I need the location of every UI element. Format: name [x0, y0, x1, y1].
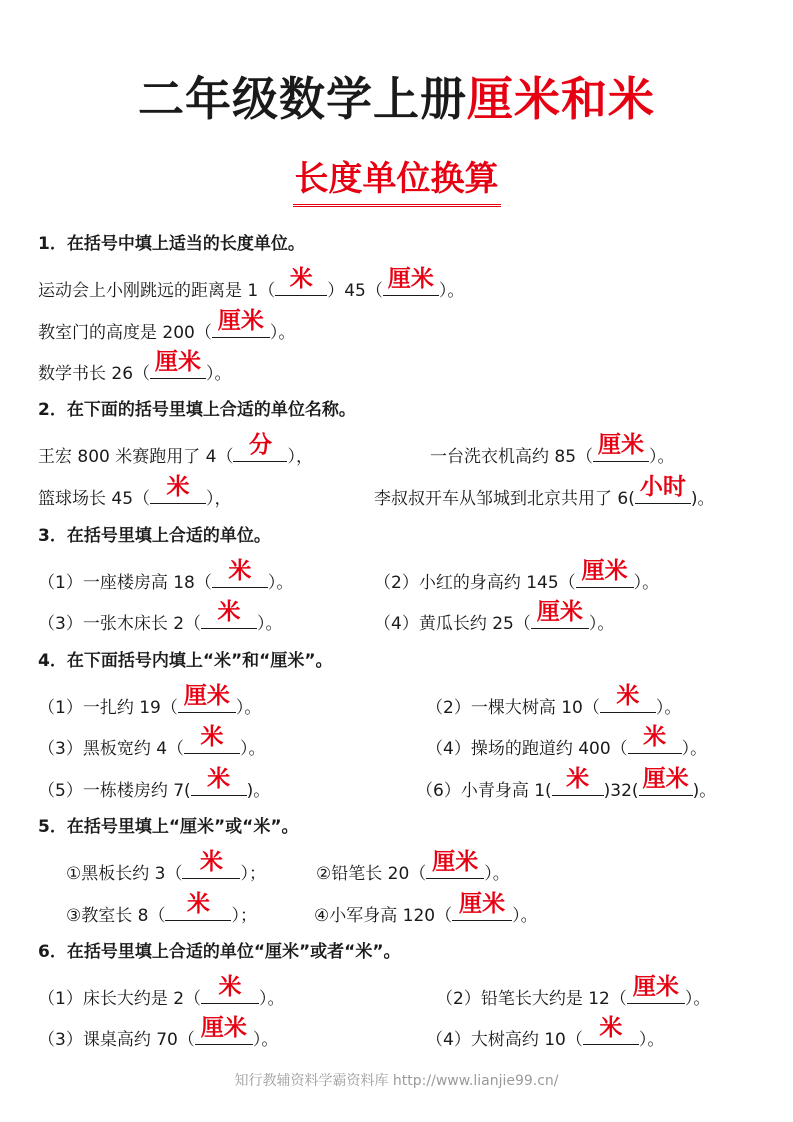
- answer-blank: 厘米: [178, 690, 236, 713]
- answer-blank: 米: [628, 731, 682, 754]
- answer-blank: 米: [275, 273, 327, 296]
- subtitle-text: 长度单位换算: [293, 158, 501, 207]
- q2-item3: 篮球场长 45（ 米 ），: [38, 474, 232, 509]
- q3-item3: （3）一张木床长 2（ 米 ）。: [38, 599, 283, 634]
- q3-item2: （2）小红的身高约 145（ 厘米 ）。: [374, 558, 660, 593]
- answer-blank: 米: [552, 773, 604, 796]
- q4-item4: （4）操场的跑道约 400（ 米 ）。: [426, 724, 708, 759]
- q4-item3: （3）黑板宽约 4（ 米 ）。: [38, 724, 266, 759]
- q1-item3: 数学书长 26（ 厘米 ）。: [38, 349, 232, 384]
- answer-blank: 分: [233, 439, 287, 462]
- answer-blank: 厘米: [452, 898, 512, 921]
- q2-item2: 一台洗衣机高约 85（ 厘米 ）。: [430, 432, 675, 467]
- title-red: 厘米和米: [467, 72, 655, 126]
- answer-blank: 厘米: [383, 273, 439, 296]
- q1-heading: 1．在括号中填上适当的长度单位。: [38, 234, 305, 254]
- answer-blank: 小时: [635, 481, 691, 504]
- answer-blank: 米: [201, 981, 259, 1004]
- answer-blank: 米: [600, 690, 656, 713]
- q4-item1: （1）一扎约 19（ 厘米 ）。: [38, 683, 262, 718]
- q1-item1: 运动会上小刚跳远的距离是 1（ 米 ）45（ 厘米 ）。: [38, 266, 465, 301]
- q5-heading: 5．在括号里填上“厘米”或“米”。: [38, 817, 299, 837]
- page-subtitle: [0, 158, 793, 207]
- page-title: [0, 72, 793, 127]
- answer-blank: 米: [182, 856, 240, 879]
- answer-blank: 米: [583, 1022, 639, 1045]
- answer-blank: 米: [184, 731, 240, 754]
- answer-blank: 米: [191, 773, 247, 796]
- q1-item2: 教室门的高度是 200（ 厘米 ）。: [38, 308, 296, 343]
- answer-blank: 米: [165, 898, 231, 921]
- q6-item4: （4）大树高约 10（ 米 ）。: [426, 1015, 665, 1050]
- answer-blank: 厘米: [593, 439, 649, 462]
- answer-blank: 厘米: [150, 356, 206, 379]
- answer-blank: 米: [201, 606, 257, 629]
- q4-item6: （6）小青身高 1( 米 )32( 厘米 )。: [416, 766, 717, 801]
- title-black: 二年级数学上册: [138, 72, 467, 126]
- q6-item2: （2）铅笔长大约是 12（ 厘米 ）。: [436, 974, 711, 1009]
- q6-item1: （1）床长大约是 2（ 米 ）。: [38, 974, 285, 1009]
- footer-source: 知行教辅资料学霸资料库 http://www.lianjie99.cn/: [234, 1073, 559, 1089]
- q3-item4: （4）黄瓜长约 25（ 厘米 ）。: [374, 599, 615, 634]
- q2-heading: 2．在下面的括号里填上合适的单位名称。: [38, 400, 356, 420]
- answer-blank: 厘米: [531, 606, 589, 629]
- q2-item4: 李叔叔开车从邹城到北京共用了 6( 小时 )。: [374, 474, 715, 509]
- q6-item3: （3）课桌高约 70（ 厘米 ）。: [38, 1015, 279, 1050]
- answer-blank: 厘米: [195, 1022, 253, 1045]
- answer-blank: 米: [150, 481, 206, 504]
- answer-blank: 厘米: [627, 981, 685, 1004]
- answer-blank: 厘米: [426, 856, 484, 879]
- q5-item1: ①黑板长约 3（ 米 ）；: [66, 849, 266, 884]
- q4-heading: 4．在下面括号内填上“米”和“厘米”。: [38, 651, 333, 671]
- q6-heading: 6．在括号里填上合适的单位“厘米”或者“米”。: [38, 942, 401, 962]
- q3-heading: 3．在括号里填上合适的单位。: [38, 526, 271, 546]
- q5-item3: ③教室长 8（ 米 ）；: [66, 891, 257, 926]
- q4-item5: （5）一栋楼房约 7( 米 )。: [38, 766, 271, 801]
- answer-blank: 厘米: [212, 315, 270, 338]
- q2-item1: 王宏 800 米赛跑用了 4（ 分 ），: [38, 432, 313, 467]
- answer-blank: 厘米: [576, 565, 634, 588]
- answer-blank: 米: [212, 565, 268, 588]
- q3-item1: （1）一座楼房高 18（ 米 ）。: [38, 558, 294, 593]
- answer-blank: 厘米: [639, 773, 693, 796]
- q5-item4: ④小军身高 120（ 厘米 ）。: [314, 891, 538, 926]
- q4-item2: （2）一棵大树高 10（ 米 ）。: [426, 683, 682, 718]
- q5-item2: ②铅笔长 20（ 厘米 ）。: [316, 849, 510, 884]
